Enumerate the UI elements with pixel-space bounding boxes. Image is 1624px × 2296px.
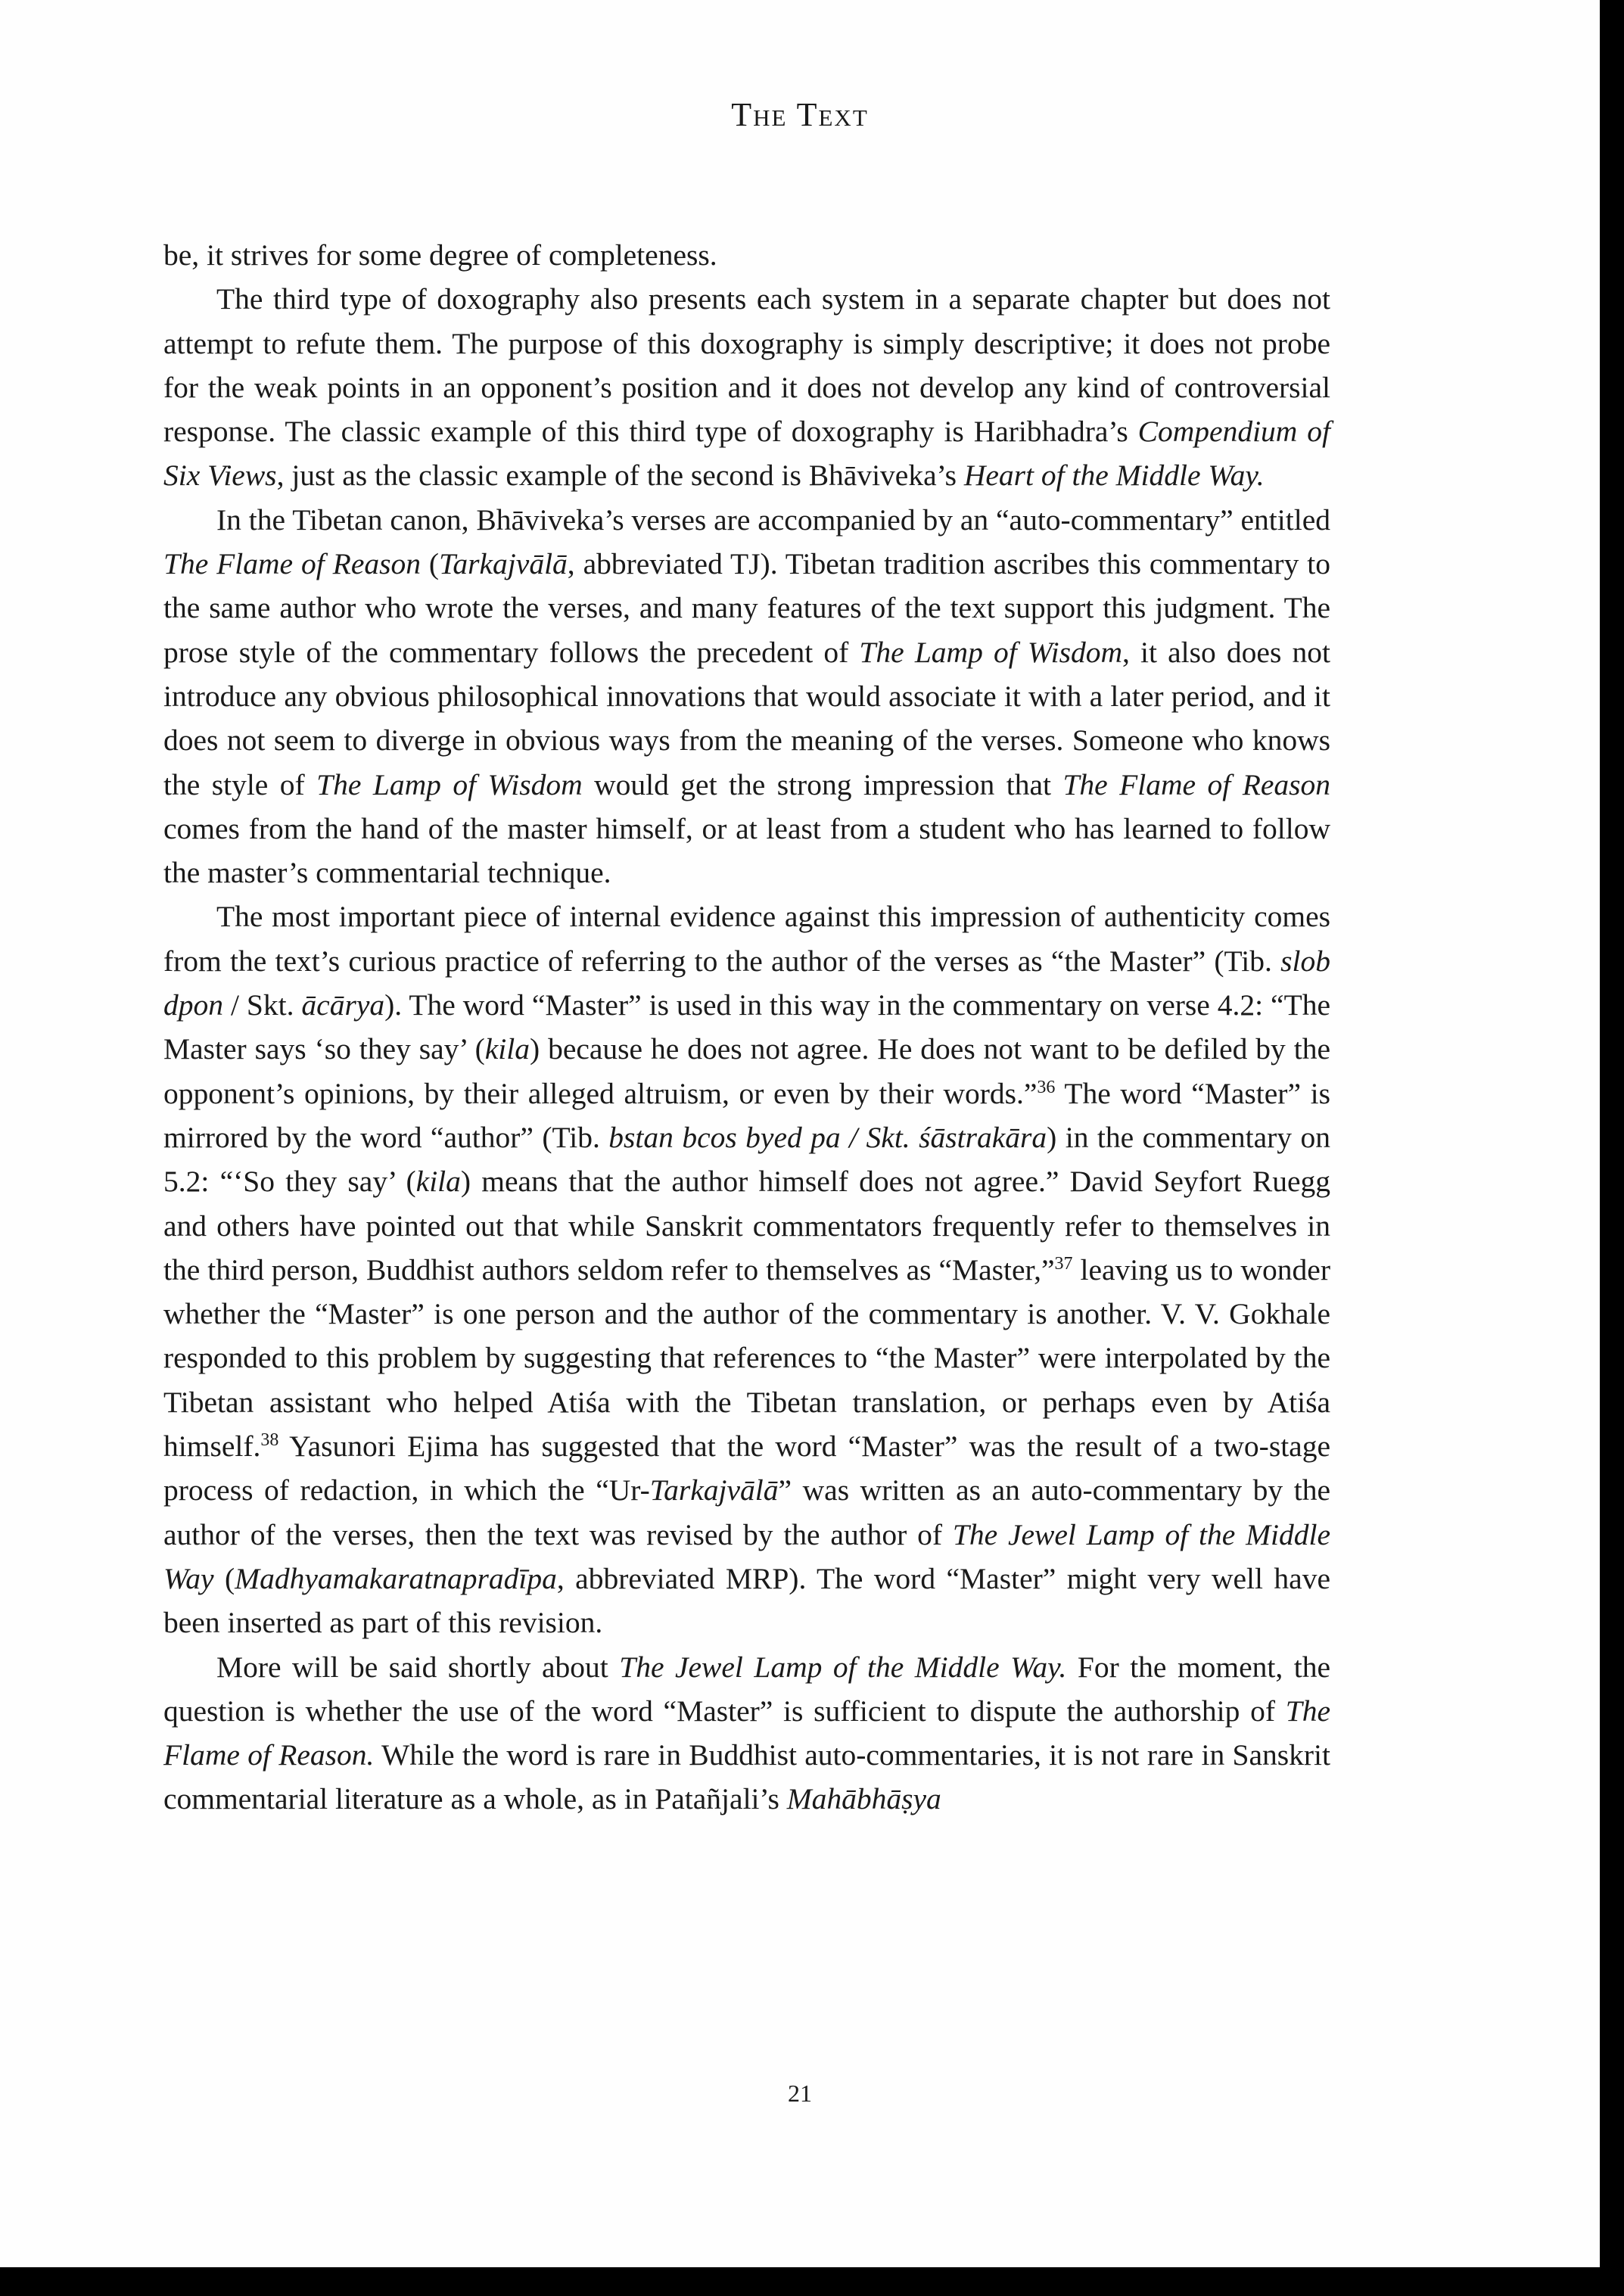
paragraph	[163, 1645, 1330, 1822]
italic-text: The Lamp of Wisdom	[316, 767, 583, 801]
body-text	[163, 233, 1330, 1822]
italic-text: The Jewel Lamp of the Middle Way.	[619, 1650, 1067, 1684]
text-run: More will be said shortly about	[216, 1650, 620, 1684]
italic-text: Mahābhāṣya	[786, 1782, 941, 1816]
text-run: ) in the commentary on 5.2: “‘So they say’ (	[163, 1120, 1330, 1199]
text-run: (	[213, 1561, 235, 1595]
page-number: 21	[788, 2080, 812, 2107]
paragraph	[163, 894, 1330, 1644]
text-run: Yasunori Ejima has suggested that the word “Master” was the result of a two-stage process of redaction, in which the “Ur-	[163, 1430, 1330, 1507]
text-run: The word “Master” is mirrored by the word “author” (Tib.	[163, 1076, 1330, 1154]
italic-text: The Jewel Lamp of the Middle Way	[163, 1517, 1330, 1595]
paragraph	[163, 498, 1330, 895]
text-run: , abbreviated MRP). The word “Master” might very well have been inserted as part of this revision.	[163, 1561, 1330, 1640]
text-run: ” was written as an auto-commentary by the author of the verses, then the text was revised by the author of	[163, 1473, 1330, 1551]
text-run: The most important piece of internal evidence against this impression of authenticity comes from the text’s curious practice of referring to the author of the verses as “the Master” (Tib.	[163, 900, 1330, 978]
italic-text: slob dpon	[163, 944, 1330, 1022]
footnote-ref[interactable]: 36	[1037, 1077, 1056, 1097]
italic-text: Compendium of Six Views	[163, 415, 1330, 493]
text-run: In the Tibetan canon, Bhāviveka’s verses are accompanied by an “auto-commentary” entitled	[216, 502, 1330, 537]
text-run: , just as the classic example of the second is Bhāviveka’s	[276, 459, 964, 493]
footnote-ref[interactable]: 38	[260, 1430, 279, 1450]
italic-text: kila	[484, 1032, 530, 1066]
text-run: , abbreviated TJ). Tibetan tradition ascribes this commentary to the same author who wrote the verses, and many features of the text support this judgment. The prose style of the commentary follows the precedent of	[163, 547, 1330, 669]
text-run: , it also does not introduce any obvious philosophical innovations that would associate it with a later period, and it does not seem to diverge in obvious ways from the meaning of the verses. Someone who knows the style of	[163, 635, 1330, 801]
footnote-ref[interactable]: 37	[1054, 1253, 1073, 1274]
text-run: / Skt.	[223, 988, 302, 1022]
italic-text: ācārya	[301, 988, 385, 1022]
italic-text: The Flame of Reason.	[163, 1694, 1330, 1772]
text-run: The third type of doxography also presents each system in a separate chapter but does not attempt to refute them. The purpose of this doxography is simply descriptive; it does not probe for the weak points in an opponent’s position and it does not develop any kind of controversial response. The classic example of this third type of doxography is Haribhadra’s	[163, 282, 1330, 449]
italic-text: The Flame of Reason	[163, 547, 421, 581]
italic-text: The Lamp of Wisdom	[859, 635, 1122, 669]
text-run: ). The word “Master” is used in this way in the commentary on verse 4.2: “The Master says ‘so they say’ (	[163, 988, 1331, 1066]
text-run: ) because he does not agree. He does not want to be defiled by the opponent’s opinions, by their alleged altruism, or even by their words.”	[163, 1032, 1330, 1110]
italic-text: The Flame of Reason	[1062, 767, 1330, 801]
italic-text: bstan bcos byed pa / Skt. śāstrakāra	[608, 1120, 1047, 1154]
italic-text: Madhyamakaratnapradīpa	[235, 1561, 557, 1595]
text-run: For the moment, the question is whether the use of the word “Master” is sufficient to dispute the authorship of	[163, 1650, 1331, 1728]
italic-text: Heart of the Middle Way.	[963, 459, 1265, 493]
text-run: leaving us to wonder whether the “Master” is one person and the author of the commentary is another. V. V. Gokhale responded to this problem by suggesting that references to “the Master” were interpolated by the Tibetan assistant who helped Atiśa with the Tibetan translation, or perhaps even by Atiśa himself.	[163, 1252, 1330, 1464]
text-run: be, it strives for some degree of completeness.	[163, 238, 717, 272]
running-head: The Text	[731, 96, 869, 133]
text-run: While the word is rare in Buddhist auto-commentaries, it is not rare in Sanskrit commentarial literature as a whole, as in Patañjali’s	[163, 1738, 1330, 1816]
italic-text: kila	[415, 1165, 461, 1199]
italic-text: Tarkajvālā	[439, 547, 568, 581]
text-run: would get the strong impression that	[582, 767, 1063, 801]
italic-text: Tarkajvālā	[649, 1473, 779, 1507]
text-run: (	[420, 547, 440, 581]
text-run: comes from the hand of the master himself, or at least from a student who has learned to follow the master’s commentarial technique.	[163, 811, 1330, 890]
paragraph	[163, 277, 1330, 497]
text-run: ) means that the author himself does not agree.” David Seyfort Ruegg and others have pointed out that while Sanskrit commentators frequently refer to themselves in the third person, Buddhist authors seldom refer to themselves as “Master,”	[163, 1165, 1330, 1286]
paragraph	[163, 233, 1330, 277]
